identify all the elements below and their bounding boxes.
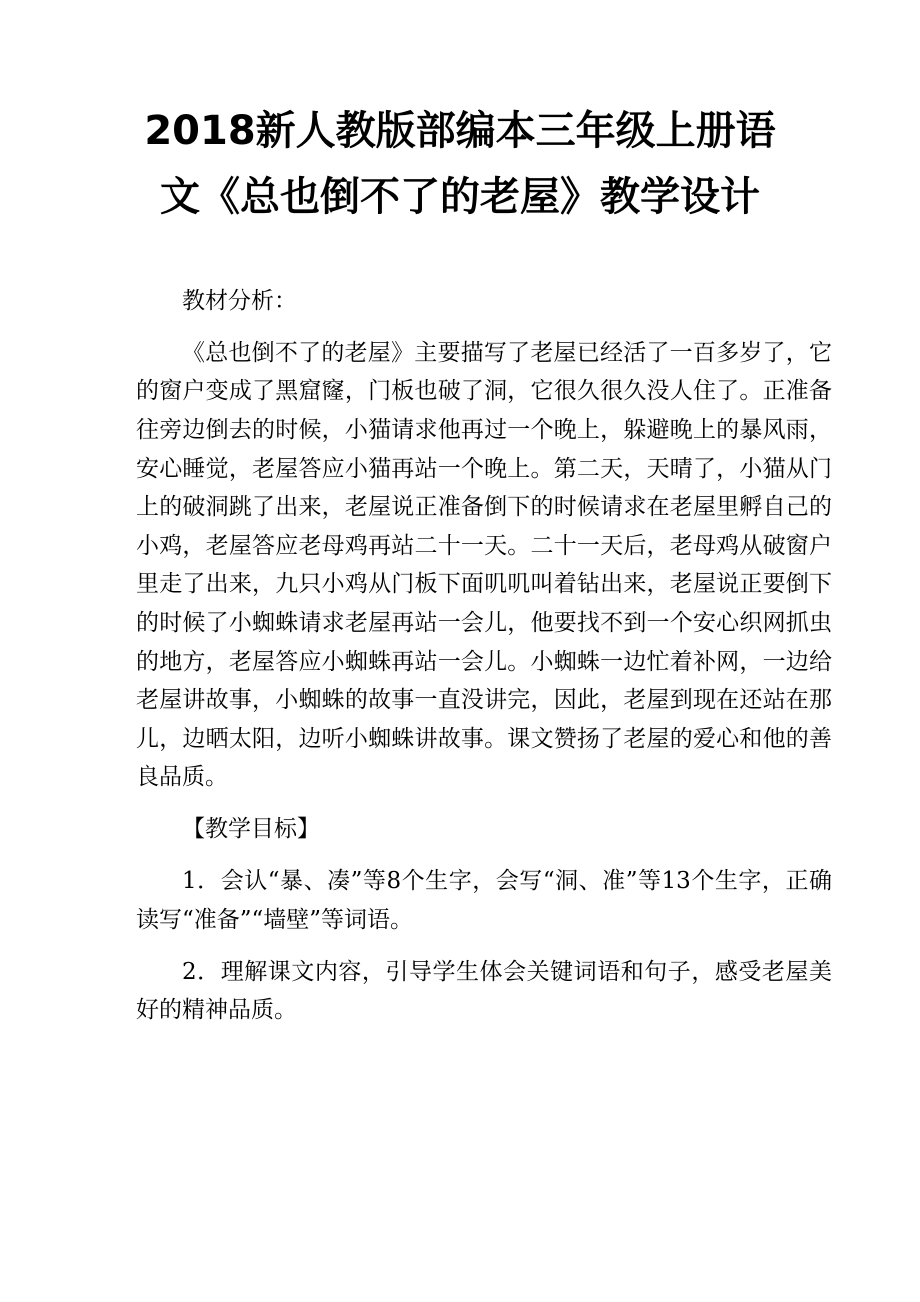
section-heading-material-analysis: 教材分析： [182, 288, 297, 314]
title-line-1: 2018新人教版部编本三年级上册语 [144, 108, 776, 154]
section-heading-teaching-goals: 【教学目标】 [182, 816, 320, 843]
teaching-goal-1: 1．会认“暴、凑”等8个生字，会写“洞、准”等13个生字，正确读写“准备”“墙壁”等词语。 [136, 868, 832, 933]
teaching-goal-2: 2．理解课文内容，引导学生体会关键词语和句子，感受老屋美好的精神品质。 [136, 958, 832, 1024]
material-analysis-paragraph: 《总也倒不了的老屋》主要描写了老屋已经活了一百多岁了，它的窗户变成了黑窟窿，门板也破了洞，它很久很久没人住了。正准备往旁边倒去的时候，小猫请求他再过一个晚上，躲避晚上的暴风雨，安心睡觉，老屋答应小猫再站一个晚上。第二天，天晴了，小猫从门上的破洞跳了出来，老屋说正准备倒下的时候请求在老屋里孵自己的小鸡，老屋答应老母鸡再站二十一天。二十一天后，老母鸡从破窗户里走了出来，九只小鸡从门板下面叽叽叫着钻出来，老屋说正要倒下的时候了小蜘蛛请求老屋再站一会儿，他要找不到一个安心织网抓虫的地方，老屋答应小蜘蛛再站一会儿。小蜘蛛一边忙着补网，一边给老屋讲故事，小蜘蛛的故事一直没讲完，因此，老屋到现在还站在那儿，边晒太阳，边听小蜘蛛讲故事。课文赞扬了老屋的爱心和他的善良品质。 [136, 339, 832, 791]
document-body [136, 282, 832, 1043]
document-title [0, 98, 920, 230]
title-line-2: 文《总也倒不了的老屋》教学设计 [160, 174, 760, 220]
